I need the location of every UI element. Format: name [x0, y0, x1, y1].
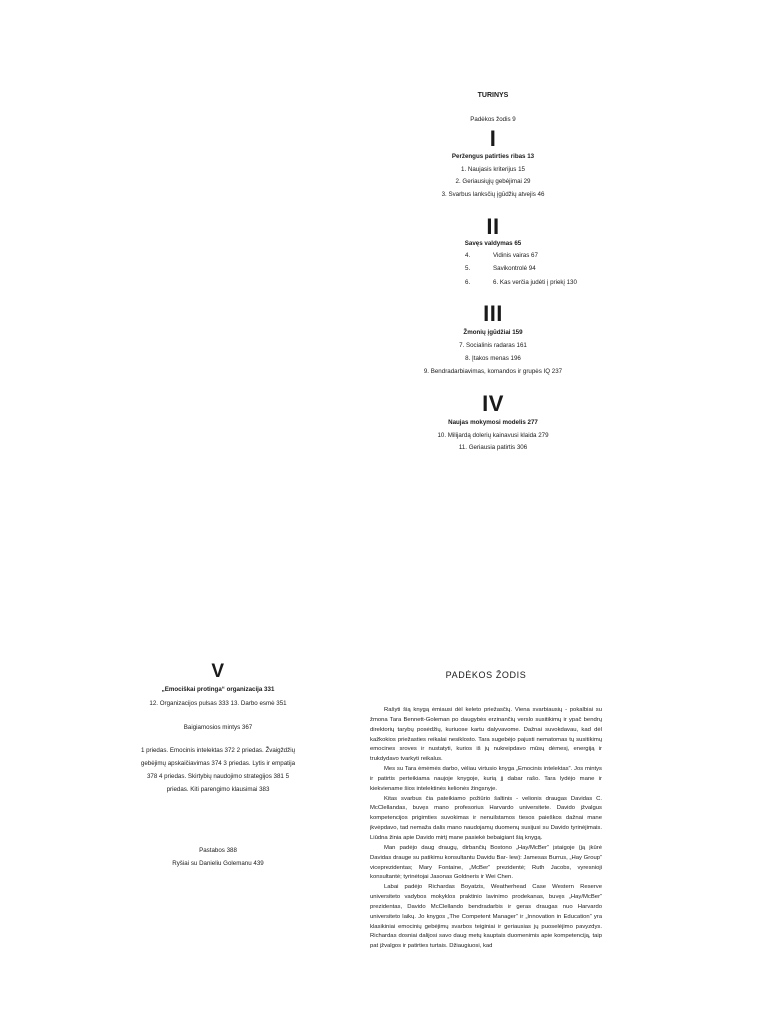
toc-chapter: 7. Socialinis radaras 161 — [459, 342, 527, 349]
toc-chapter: 2. Geriausiųjų gebėjimai 29 — [455, 178, 531, 185]
part-title: Savęs valdymas 65 — [464, 240, 522, 247]
toc-title: TURINYS — [477, 92, 509, 99]
part-title: Žmonių įgūdžiai 159 — [463, 329, 523, 336]
toc-chapter: 4. Vidinis vairas 67 — [465, 252, 538, 259]
foreword-body — [370, 706, 602, 952]
toc-author-links: Ryšiai su Danieliu Golemanu 439 — [172, 860, 264, 867]
part-numeral: V — [211, 661, 225, 682]
toc-chapter: 10. Milijardą dolerių kainavusi klaida 279 — [437, 432, 549, 439]
toc-appendix-line: 378 4 priedas. Skirtybių naudojimo strategijos 381 5 — [146, 773, 290, 780]
toc-chapter: 9. Bendradarbiavimas, komandos ir grupės IQ 237 — [423, 368, 563, 375]
toc-appendix-line: gebėjimų apskaičiavimas 374 3 priedas. Lytis ir empatija — [140, 760, 296, 767]
toc-chapter: 12. Organizacijos pulsas 333 13. Darbo esmė 351 — [149, 700, 287, 707]
part-numeral: IV — [482, 391, 504, 416]
toc-notes: Pastabos 388 — [199, 847, 237, 854]
toc-chapter: 6. 6. Kas verčia judėti į priekį 130 — [465, 279, 577, 286]
part-numeral: II — [486, 214, 500, 239]
foreword-paragraph: Rašyti šią knygą ėmiausi dėl keleto priežasčių. Viena svarbiausių - pokalbiai su žmona Tara Bennett-Goleman po daugybės erzinančių verslo susitikimų ir ypač bendrų direktorių tarybų posėdžių, kuriuose kartu dalyvavome. Dažnai suvokdavau, kad dėl kažkokios priežasties reikalai nesiklosto. Tara sugebėjo pajusti nematomas tų susitikimų emocines sroves ir nustatyti, kurios iš jų nukreipdavo mūsų dėmesį, energiją ir trukdydavo tvarkyti reikalus. — [370, 707, 602, 763]
foreword-paragraph: Man padėjo daug draugų, dirbančių Bostono „Hay/McBer“ įstaigoje (ją įkūrė Davidas drauge su patikimu konsultantu Davidu Bar- lew): Jamesas Burrus, „Hay Group“ viceprezidentas; Mary Fontaine, „McBer“ prezidentė; Ruth Jacobs, vyresnioji konsultantė; tyrinėtojai Jasonas Goldneris ir Wei Chen. — [370, 844, 602, 881]
toc-appendix-line: priedas. Kiti parengimo klausimai 383 — [166, 786, 270, 793]
toc-chapter: 3. Svarbus lanksčių įgūdžių atvejis 46 — [441, 191, 545, 198]
toc-chapter: 8. Įtakos menas 196 — [465, 355, 521, 362]
toc-chapter: 11. Geriausia patirtis 306 — [458, 444, 528, 451]
toc-chapter: 1. Naujasis kriterijus 15 — [461, 166, 525, 173]
part-title: Peržengus patirties ribas 13 — [451, 153, 535, 160]
foreword-paragraph: Mes su Tara ėmėmės darbo, vėliau virtusio knyga „Emocinis intelektas“. Jos mintys ir patirtis perteikiama naujoje knygoje, kurią jį dabar rašo. Tara lydėjo mane ir kiekviename šios intelektinės kelionės žingsnyje. — [370, 766, 602, 792]
part-numeral: III — [483, 301, 503, 326]
toc-closing: Baigiamosios mintys 367 — [183, 724, 253, 731]
foreword-paragraph: Kitas svarbus čia pateikiamo požiūrio šaltinis - velionis draugas Davidas C. McClellandas, buvęs mano profesorius Harvardo universitete. Davido įžvalgus kompetencijos prigimties suvokimas ir nenuilstamos tiesos paieškos dažnai mane įkvėpdavo, tad nemaža dalis mano naudojamų duomenų susijusi su Davido tyrinėjimais. Liūdna žinia apie Davido mirtį mane pasiekė bebaigiant šią knygą. — [370, 795, 602, 841]
toc-foreword: Padėkos žodis 9 — [470, 116, 516, 123]
part-numeral: I — [489, 126, 497, 151]
foreword-paragraph: Labai padėjo Richardas Boyatzis, Weatherhead Case Western Reserve universiteto vadybos mokyklos praktinio lavinimo prodekanas, buvęs „Hay/McBer“ prezidentas, Davido McClellando bendradarbis ir geras draugas nuo Harvardo universiteto laikų. Jo knygos „The Competent Manager“ ir „Innovation in Education“ yra klasikiniai emocinių gebėjimų svarbos teiginiai ir geriausias jų puoselėjimo pavyzdys. Richardas dosniai dalijosi savo daug metų kauptais duomenimis apie kompetenciją, taip pat įžvalgos ir patirties turtais. Džiaugiuosi, kad — [370, 884, 602, 950]
foreword-heading: PADĖKOS ŽODIS — [445, 670, 527, 680]
part-title: „Emociškai protinga“ organizacija 331 — [161, 686, 275, 693]
toc-appendix-line: 1 priedas. Emocinis intelektas 372 2 priedas. Žvaigždžių — [140, 747, 296, 754]
toc-chapter: 5. Savikontrolė 94 — [465, 265, 536, 272]
part-title: Naujas mokymosi modelis 277 — [448, 419, 538, 426]
